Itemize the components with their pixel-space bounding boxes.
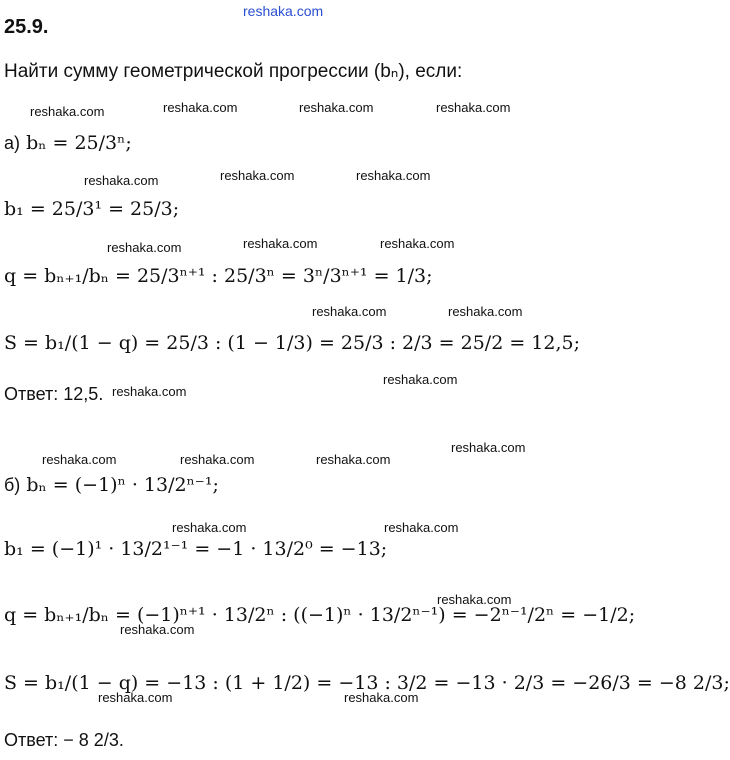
watermark: reshaka.com — [163, 100, 238, 115]
part-b-s: S = b₁/(1 − q) = −13 : (1 + 1/2) = −13 : 3/2 = −13 · 2/3 = −26/3 = −8 2/3; — [4, 672, 730, 694]
watermark-top: reshaka.com — [243, 3, 324, 19]
watermark: reshaka.com — [436, 100, 511, 115]
watermark: reshaka.com — [437, 592, 512, 607]
formula: bₙ = (−1)ⁿ · 13/2ⁿ⁻¹; — [26, 474, 219, 496]
part-a-b1: b₁ = 25/3¹ = 25/3; — [4, 198, 180, 220]
part-b-q: q = bₙ₊₁/bₙ = (−1)ⁿ⁺¹ · 13/2ⁿ : ((−1)ⁿ · 13/2ⁿ⁻¹) = −2ⁿ⁻¹/2ⁿ = −1/2; — [4, 604, 636, 626]
watermark: reshaka.com — [448, 304, 523, 319]
watermark: reshaka.com — [451, 440, 526, 455]
part-a-s: S = b₁/(1 − q) = 25/3 : (1 − 1/3) = 25/3 : 2/3 = 25/2 = 12,5; — [4, 332, 581, 354]
watermark: reshaka.com — [243, 236, 318, 251]
watermark: reshaka.com — [220, 168, 295, 183]
task-number: 25.9. — [4, 16, 49, 38]
watermark: reshaka.com — [344, 690, 419, 705]
watermark: reshaka.com — [30, 104, 105, 119]
part-b-answer — [4, 730, 124, 751]
part-a-bn — [4, 132, 132, 154]
answer-label: Ответ: — [4, 730, 59, 750]
formula: bₙ = 25/3ⁿ; — [26, 132, 132, 154]
watermark: reshaka.com — [112, 384, 187, 399]
answer-value: − 8 2/3. — [63, 730, 124, 750]
answer-value: 12,5. — [63, 384, 104, 404]
watermark: reshaka.com — [299, 100, 374, 115]
watermark: reshaka.com — [180, 452, 255, 467]
watermark: reshaka.com — [98, 690, 173, 705]
watermark: reshaka.com — [107, 240, 182, 255]
problem-statement: Найти сумму геометрической прогрессии (bₙ), если: — [4, 61, 463, 82]
part-a-answer — [4, 384, 103, 405]
part-b-label: б) — [4, 475, 21, 495]
part-a-q: q = bₙ₊₁/bₙ = 25/3ⁿ⁺¹ : 25/3ⁿ = 3ⁿ/3ⁿ⁺¹ = 1/3; — [4, 265, 433, 287]
watermark: reshaka.com — [172, 520, 247, 535]
watermark: reshaka.com — [384, 520, 459, 535]
part-b-b1: b₁ = (−1)¹ · 13/2¹⁻¹ = −1 · 13/2⁰ = −13; — [4, 538, 388, 560]
watermark: reshaka.com — [380, 236, 455, 251]
watermark: reshaka.com — [356, 168, 431, 183]
watermark: reshaka.com — [42, 452, 117, 467]
watermark: reshaka.com — [312, 304, 387, 319]
answer-label: Ответ: — [4, 384, 59, 404]
watermark: reshaka.com — [383, 372, 458, 387]
watermark: reshaka.com — [84, 173, 159, 188]
part-b-bn — [4, 474, 219, 496]
part-a-label: а) — [4, 133, 21, 153]
watermark: reshaka.com — [316, 452, 391, 467]
watermark: reshaka.com — [120, 622, 195, 637]
